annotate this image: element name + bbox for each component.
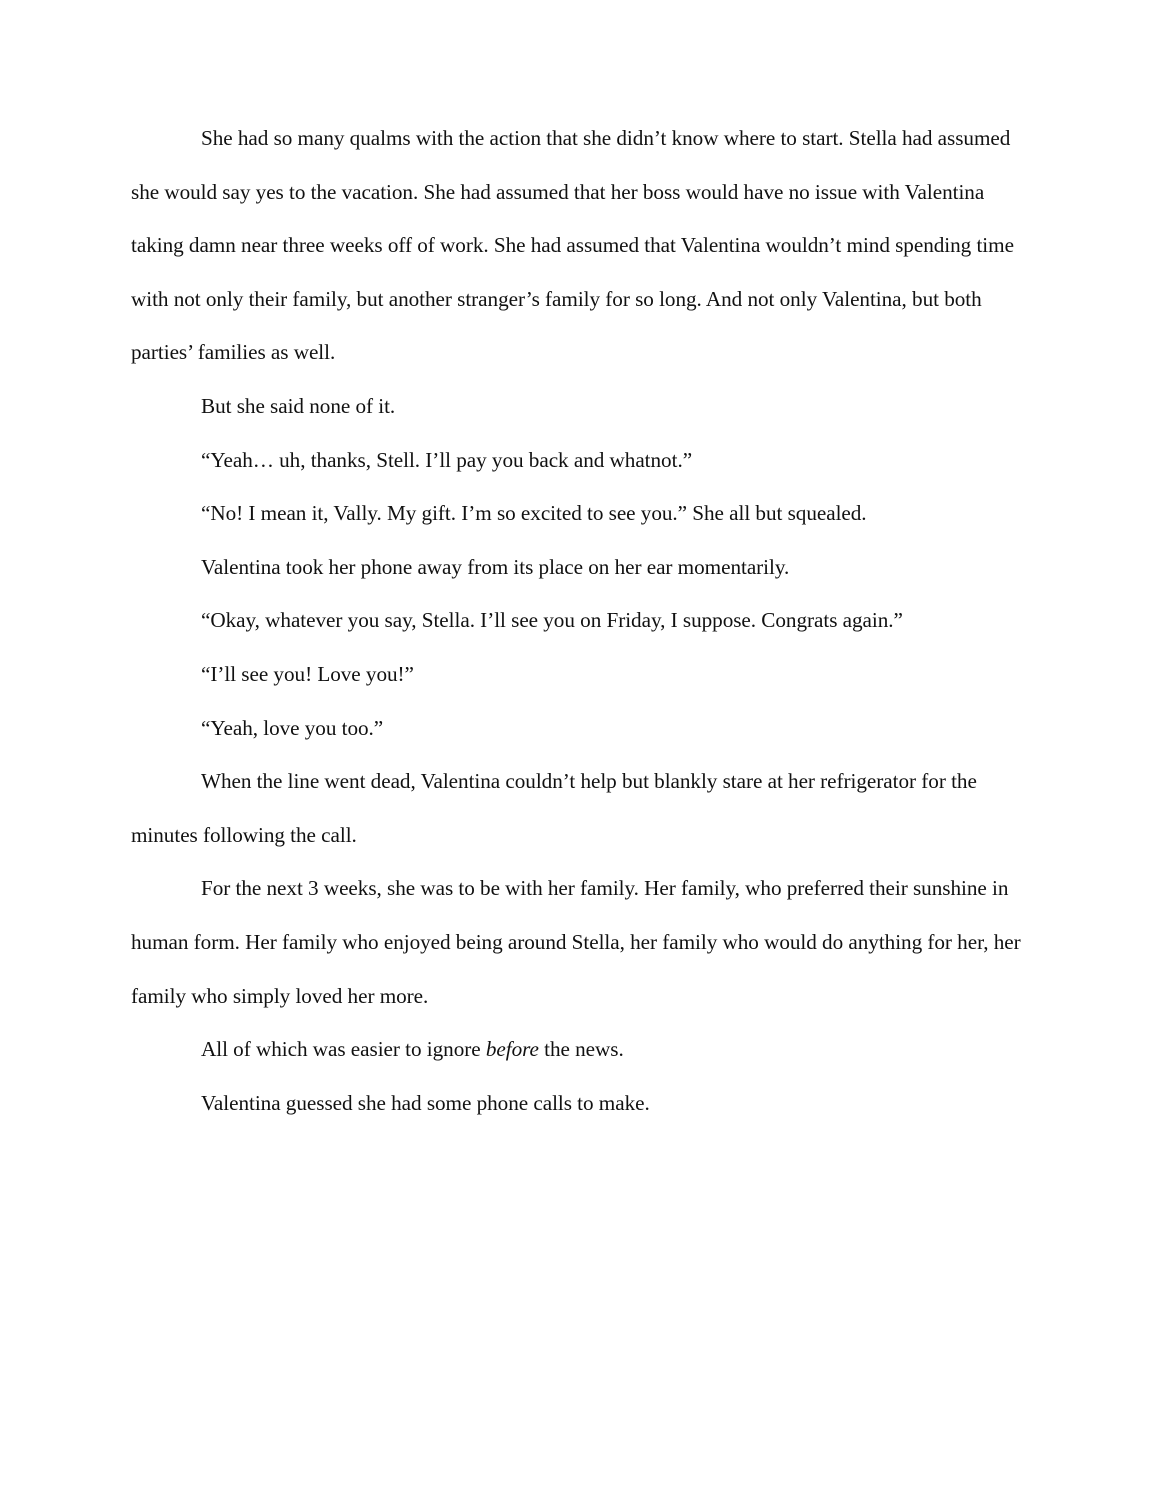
paragraph: “I’ll see you! Love you!” [201, 661, 414, 686]
paragraph-text-before: All of which was easier to ignore [201, 1037, 486, 1062]
paragraph-with-emphasis [131, 1023, 1035, 1077]
paragraph: Valentina guessed she had some phone calls to make. [201, 1090, 650, 1115]
paragraph: When the line went dead, Valentina couldn’t help but blankly stare at her refrigerator for the minutes following the call. [131, 769, 977, 847]
emphasized-word: before [485, 1037, 539, 1062]
paragraph: “Okay, whatever you say, Stella. I’ll see you on Friday, I suppose. Congrats again.” [201, 608, 903, 633]
paragraph: Valentina took her phone away from its place on her ear momentarily. [201, 554, 790, 579]
paragraph-text-after: the news. [538, 1037, 624, 1062]
paragraph: “Yeah… uh, thanks, Stell. I’ll pay you back and whatnot.” [201, 447, 693, 472]
paragraph: “No! I mean it, Vally. My gift. I’m so excited to see you.” She all but squealed. [201, 501, 867, 526]
paragraph: “Yeah, love you too.” [201, 715, 384, 740]
paragraph: But she said none of it. [201, 393, 396, 418]
paragraph: For the next 3 weeks, she was to be with her family. Her family, who preferred their sunshine in human form. Her family who enjoyed being around Stella, her family who would do anything for her, her family who simply loved her more. [131, 876, 1021, 1008]
paragraph: She had so many qualms with the action that she didn’t know where to start. Stella had assumed she would say yes to the vacation. She had assumed that her boss would have no issue with Valentina taking damn near three weeks off of work. She had assumed that Valentina wouldn’t mind spending time with not only their family, but another stranger’s family for so long. And not only Valentina, but both parties’ families as well. [131, 126, 1014, 365]
document-body [131, 112, 1035, 1130]
